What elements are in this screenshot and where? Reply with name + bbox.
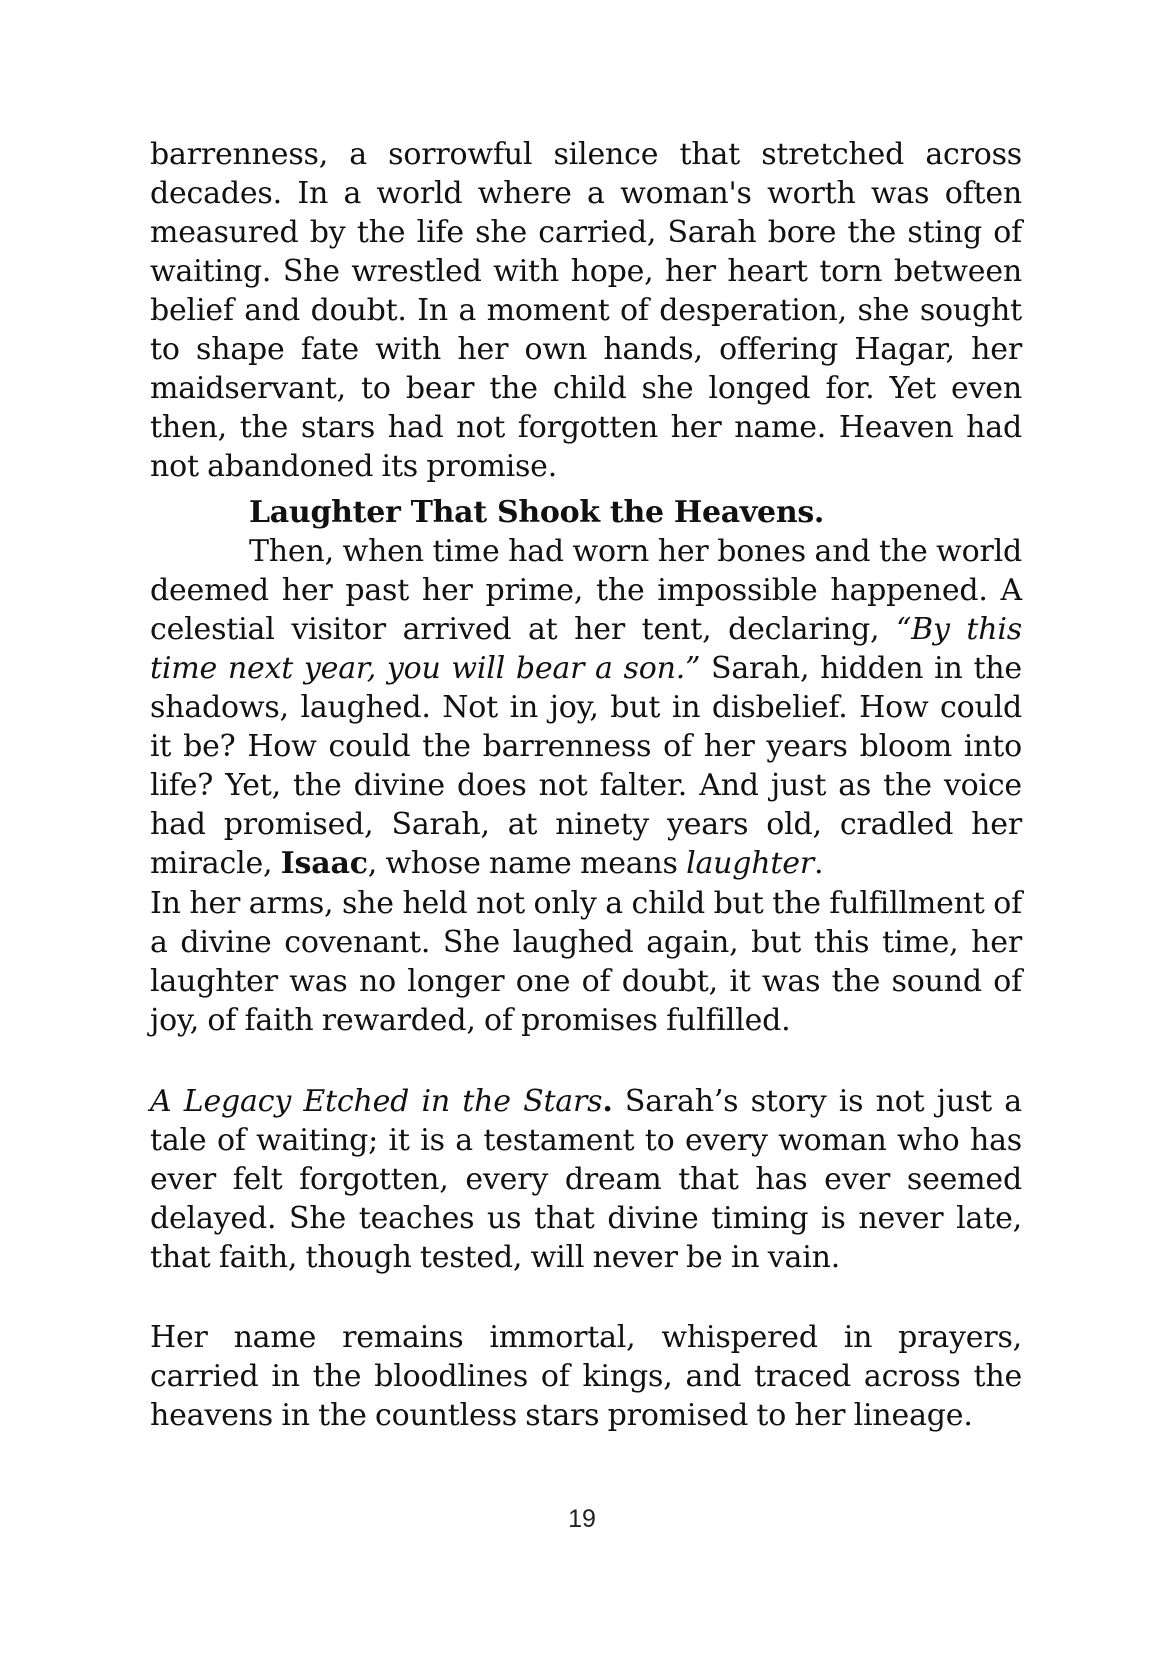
page-number: 19 bbox=[568, 1505, 596, 1533]
paragraph-text: Her name remains immortal, whispered in prayers, carried in the bloodlines of kings, and traced across the heavens in the countless stars promised to her lineage. bbox=[150, 1320, 1022, 1433]
paragraph-end: . bbox=[813, 846, 824, 881]
paragraph-barrenness bbox=[150, 135, 1022, 486]
legacy-lead: A Legacy Etched in the Stars bbox=[150, 1084, 603, 1119]
paragraph-text: In her arms, she held not only a child but the fulfillment of a divine covenant. She laughed again, but this time, her laughter was no longer one of doubt, it was the sound of joy, of faith rewarded, of promises fulfilled. bbox=[150, 886, 1022, 1038]
paragraph-text: barrenness, a sorrowful silence that stretched across decades. In a world where a woman's worth was often measured by the life she carried, Sarah bore the sting of waiting. She wrestled with hope, her heart torn between belief and doubt. In a moment of desperation, she sought to shape fate with her own hands, offering Hagar, her maidservant, to bear the child she longed for. Yet even then, the stars had not forgotten her name. Heaven had not abandoned its promise. bbox=[150, 137, 1022, 484]
laughter-meaning: laughter bbox=[686, 846, 814, 881]
paragraph-legacy bbox=[150, 1082, 1022, 1277]
paragraph-covenant bbox=[150, 884, 1022, 1040]
paragraph-middle: Sarah, hidden in the shadows, laughed. Not in joy, but in disbelief. How could it be? How could the barrenness of her years bloom into life? Yet, the divine does not falter. And just as the voice had promised, Sarah, at ninety years old, cradled her miracle, bbox=[150, 651, 1022, 881]
legacy-lead-period: . bbox=[602, 1084, 613, 1119]
paragraph-text bbox=[150, 532, 1022, 883]
isaac-name: Isaac bbox=[280, 846, 368, 881]
paragraph-after-name: , whose name means bbox=[367, 846, 687, 881]
visitor-quote: “By this time next year, you will bear a son.” bbox=[150, 612, 1022, 686]
paragraph-miracle bbox=[150, 532, 1022, 883]
legacy-body: Sarah’s story is not just a tale of waiting; it is a testament to every woman who has ever felt forgotten, every dream that has ever seemed delayed. She teaches us that divine timing is never late, that faith, though tested, will never be in vain. bbox=[150, 1084, 1022, 1275]
paragraph-intro: Then, when time had worn her bones and the world deemed her past her prime, the impossible happened. A celestial visitor arrived at her tent, declaring, bbox=[150, 534, 1022, 647]
paragraph-immortal-name bbox=[150, 1318, 1022, 1435]
paragraph-text bbox=[150, 1082, 1022, 1277]
section-heading: Laughter That Shook the Heavens. bbox=[249, 495, 825, 530]
